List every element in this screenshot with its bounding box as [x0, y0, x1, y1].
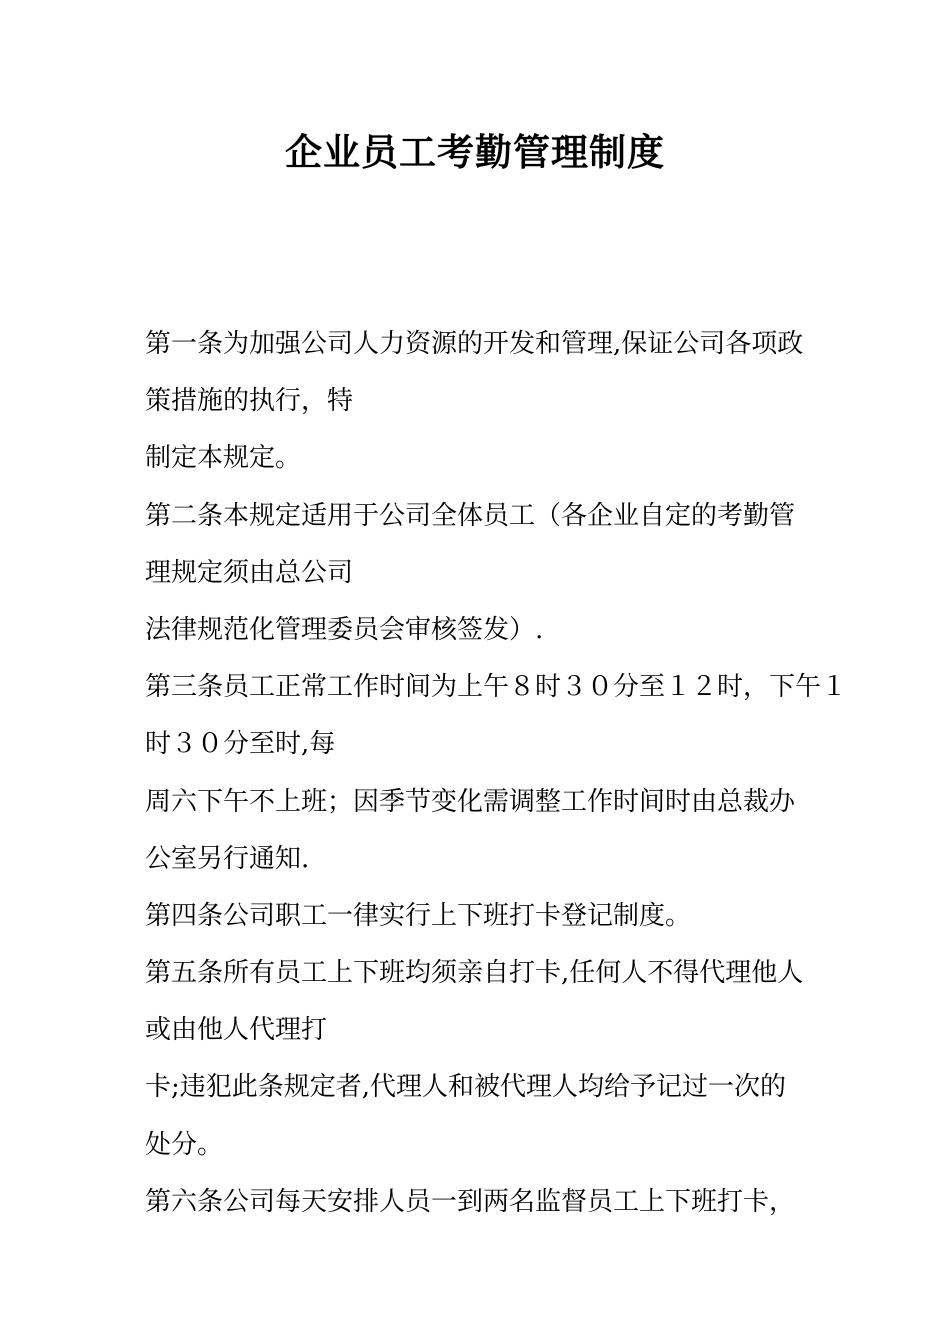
- text-line: 第四条公司职工一律实行上下班打卡登记制度。: [145, 900, 692, 931]
- text-line: 第一条为加强公司人力资源的开发和管理,保证公司各项政: [145, 329, 804, 359]
- document-body: [145, 316, 848, 1231]
- text-line: 第五条所有员工上下班均须亲自打卡,任何人不得代理他人: [145, 958, 804, 989]
- text-line: 法律规范化管理委员会审核签发）.: [145, 614, 544, 645]
- text-line: 第六条公司每天安排人员一到两名监督员工上下班打卡，: [145, 1186, 796, 1217]
- document-title: 企业员工考勤管理制度: [285, 130, 665, 174]
- text-line: 理规定须由总公司: [145, 557, 354, 588]
- text-line: 周六下午不上班；因季节变化需调整工作时间时由总裁办: [145, 786, 796, 817]
- text-line: 或由他人代理打: [145, 1015, 328, 1046]
- text-line: 第三条员工正常工作时间为上午８时３０分至１２时，下午１: [145, 672, 848, 703]
- text-line: 时３０分至时,每: [145, 729, 336, 760]
- text-line: 第二条本规定适用于公司全体员工（各企业自定的考勤管: [145, 500, 796, 531]
- text-line: 公室另行通知.: [145, 843, 310, 874]
- text-line: 策措施的执行，特: [145, 386, 354, 417]
- text-line: 处分。: [145, 1129, 224, 1160]
- text-line: 卡;违犯此条规定者,代理人和被代理人均给予记过一次的: [145, 1072, 787, 1103]
- text-line: 制定本规定。: [145, 443, 302, 474]
